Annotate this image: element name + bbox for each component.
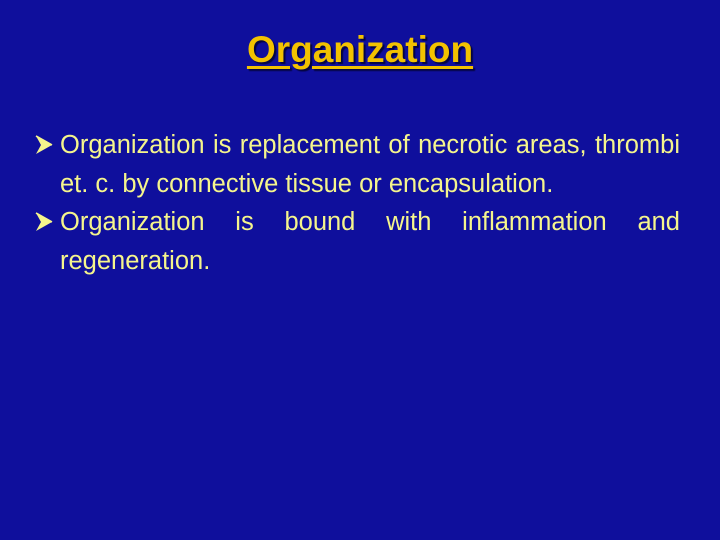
bullet-item: [34, 126, 680, 203]
arrow-bullet-icon: [34, 203, 56, 241]
slide-title: Organization: [246, 29, 474, 70]
bullet-text: Organization is bound with inflammation and regeneration.: [60, 208, 680, 275]
bullet-list: [34, 126, 680, 280]
arrow-bullet-icon: [34, 126, 56, 164]
bullet-item: [34, 203, 680, 280]
bullet-text: Organization is replacement of necrotic areas, thrombi et. c. by connective tissue or encapsulation.: [60, 131, 680, 198]
